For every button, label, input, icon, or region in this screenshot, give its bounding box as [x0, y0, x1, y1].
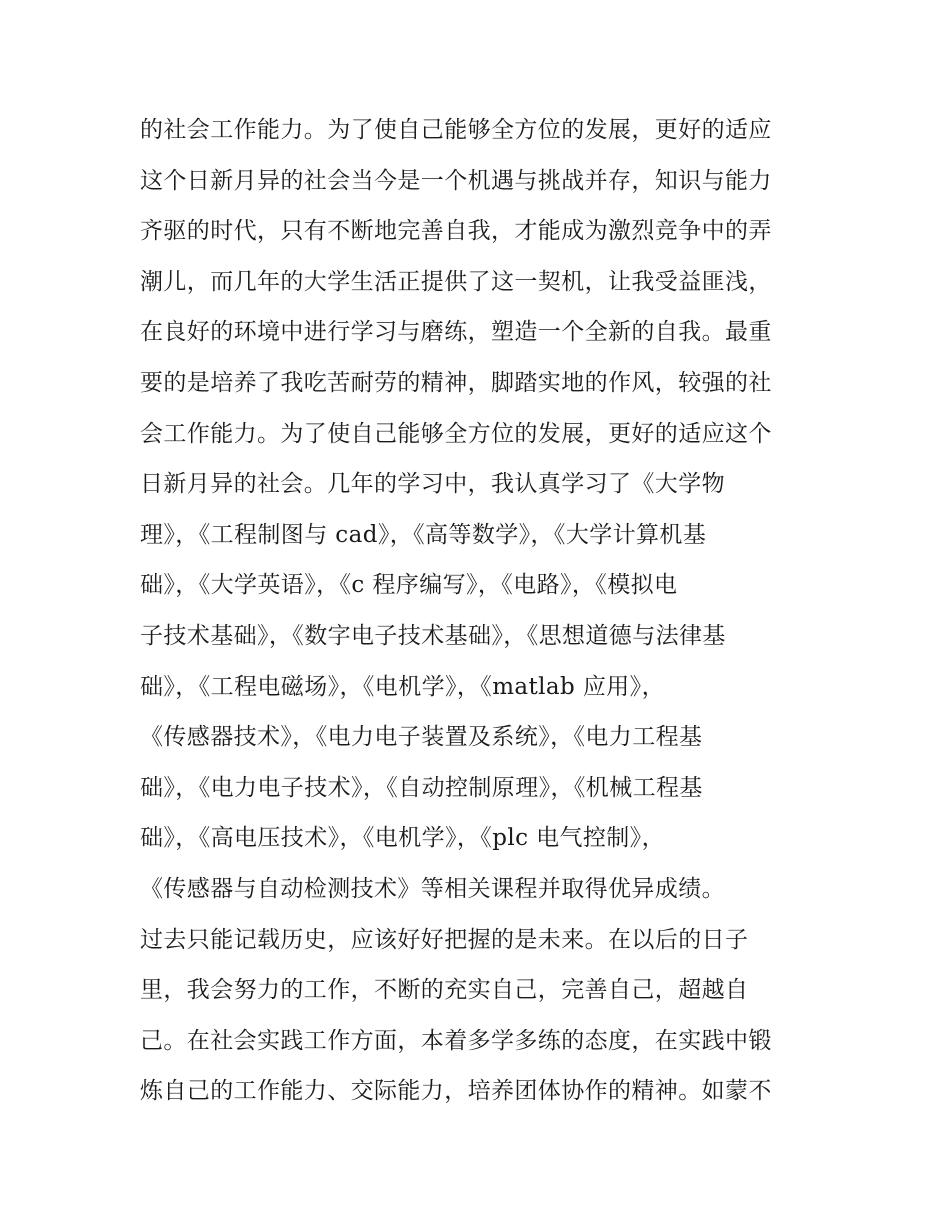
text-line: 过去只能记载历史，应该好好把握的是未来。在以后的日子 — [140, 926, 749, 953]
text-line: 础》，《电力电子技术》，《自动控制原理》，《机械工程基 — [140, 774, 703, 801]
text-line: 础》，《高电压技术》，《电机学》，《plc 电气控制》， — [140, 825, 665, 852]
text-line: 齐驱的时代，只有不断地完善自我，才能成为激烈竞争中的弄 — [140, 218, 772, 245]
text-line: 础》，《工程电磁场》，《电机学》，《matlab 应用》， — [140, 673, 665, 700]
text-line: 理》，《工程制图与 cad》，《高等数学》，《大学计算机基 — [140, 521, 707, 548]
text-line: 里，我会努力的工作，不断的充实自己，完善自己，超越自 — [140, 977, 749, 1004]
text-line: 《传感器与自动检测技术》等相关课程并取得优异成绩。 — [140, 875, 725, 902]
text-line: 要的是培养了我吃苦耐劳的精神，脚踏实地的作风，较强的社 — [140, 369, 772, 396]
text-line: 潮儿，而几年的大学生活正提供了这一契机，让我受益匪浅， — [140, 268, 772, 295]
text-line: 日新月异的社会。几年的学习中，我认真学习了《大学物 — [140, 471, 725, 498]
body-text — [140, 105, 820, 1117]
text-line: 《传感器技术》，《电力电子装置及系统》，《电力工程基 — [140, 724, 703, 751]
text-line: 的社会工作能力。为了使自己能够全方位的发展，更好的适应 — [140, 117, 772, 143]
text-line: 这个日新月异的社会当今是一个机遇与挑战并存，知识与能力 — [140, 167, 772, 194]
text-line: 会工作能力。为了使自己能够全方位的发展，更好的适应这个 — [140, 420, 772, 447]
text-line: 础》，《大学英语》，《c 程序编写》，《电路》，《模拟电 — [140, 572, 678, 599]
text-line: 己。在社会实践工作方面，本着多学多练的态度，在实践中锻 — [140, 1027, 772, 1054]
text-line: 子技术基础》，《数字电子技术基础》，《思想道德与法律基 — [140, 622, 726, 649]
text-line: 在良好的环境中进行学习与磨练，塑造一个全新的自我。最重 — [140, 319, 772, 346]
text-line: 炼自己的工作能力、交际能力，培养团体协作的精神。如蒙不 — [140, 1078, 772, 1105]
